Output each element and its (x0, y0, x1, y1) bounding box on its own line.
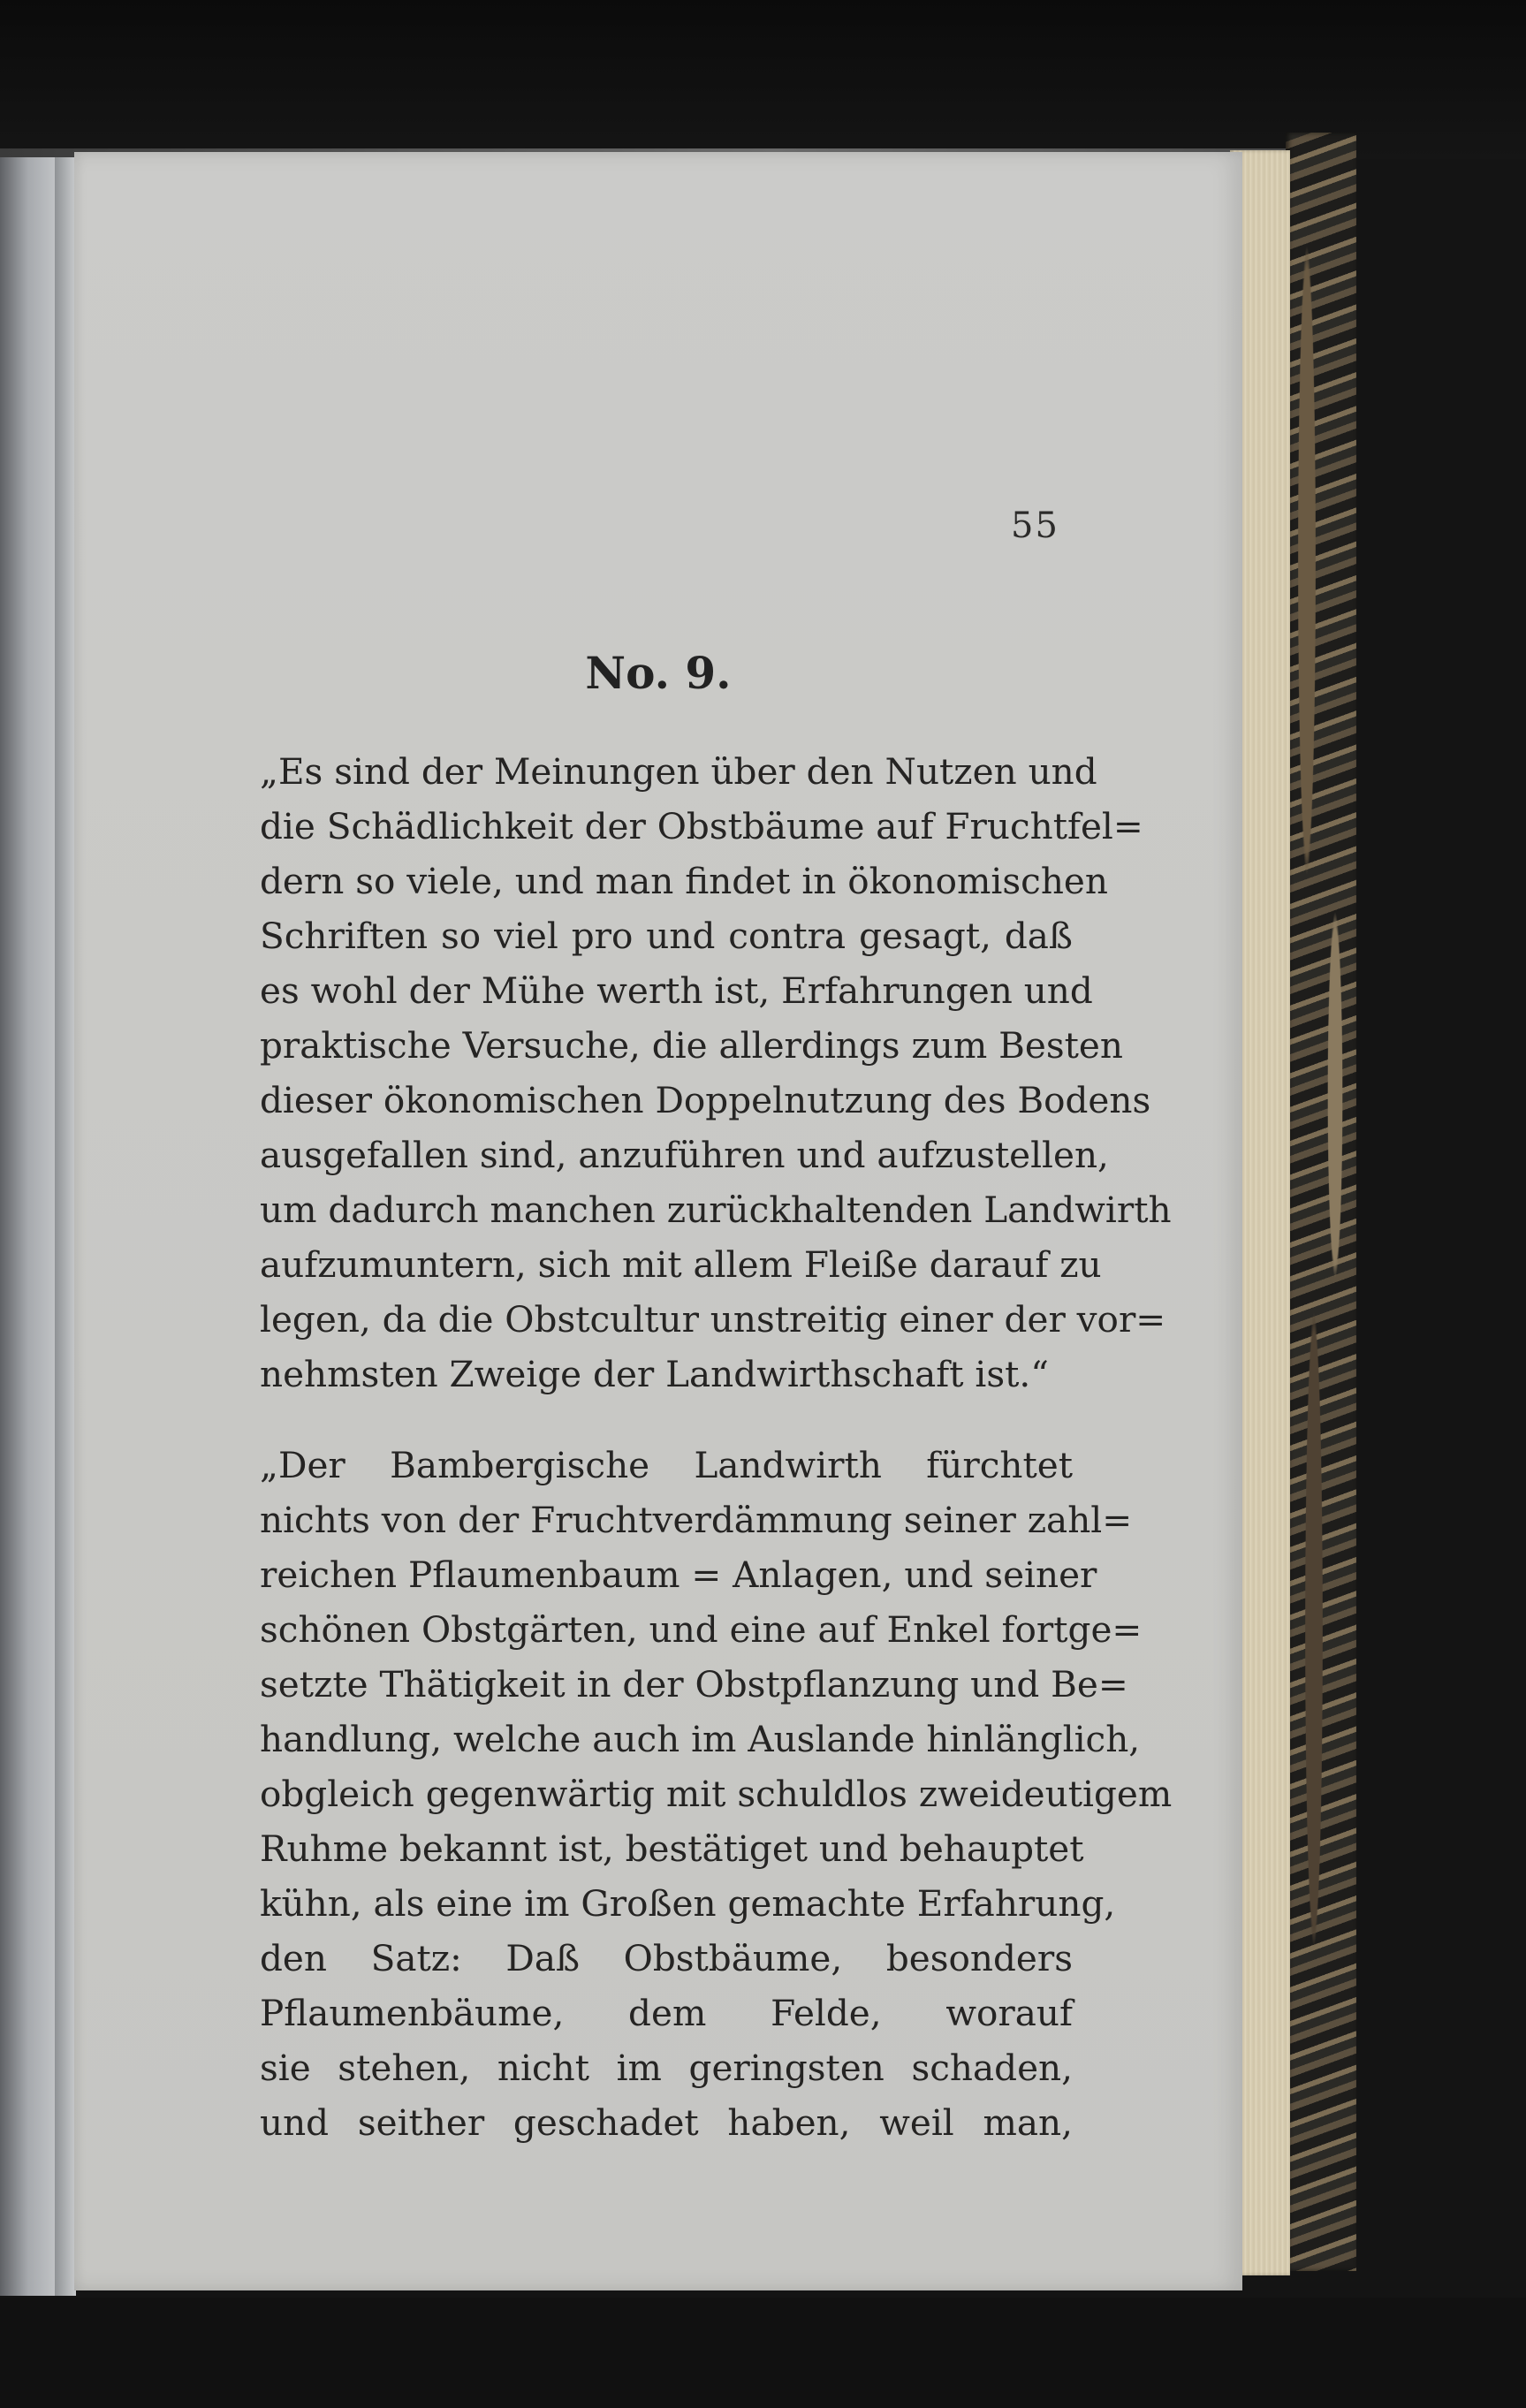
bottom-background (0, 2298, 1526, 2408)
text-line: praktische Versuche, die allerdings zum Besten (260, 1024, 1123, 1067)
text-line: reichen Pflaumenbaum = Anlagen, und seiner (260, 1553, 1097, 1596)
text-line: „Es sind der Meinungen über den Nutzen und (260, 750, 1097, 793)
text-line: sie stehen, nicht im geringsten schaden, (260, 2047, 1073, 2089)
text-line: Ruhme bekannt ist, bestätiget und behauptet (260, 1827, 1084, 1870)
book-gutter (55, 157, 76, 2296)
text-line: nehmsten Zweige der Landwirthschaft ist.“ (260, 1353, 1049, 1395)
left-page-edge (0, 157, 62, 2296)
paragraph-2 (260, 1438, 1173, 2150)
section-heading: No. 9. (585, 647, 732, 699)
text-line: dern so viele, und man findet in ökonomischen (260, 860, 1108, 902)
text-line: Schriften so viel pro und contra gesagt, daß (260, 915, 1073, 957)
text-line: den Satz: Daß Obstbäume, besonders (260, 1937, 1073, 1979)
paragraph-1 (260, 744, 1172, 1402)
text-line: setzte Thätigkeit in der Obstpflanzung und Be= (260, 1663, 1128, 1705)
page-number: 55 (1011, 505, 1059, 546)
text-line: handlung, welche auch im Auslande hinlänglich, (260, 1718, 1141, 1760)
text-line: aufzumuntern, sich mit allem Fleiße darauf zu (260, 1243, 1102, 1286)
book-page (74, 152, 1242, 2290)
text-line: nichts von der Fruchtverdämmung seiner zahl= (260, 1499, 1133, 1541)
text-line: Pflaumenbäume, dem Felde, worauf (260, 1992, 1073, 2034)
text-line: legen, da die Obstcultur unstreitig einer der vor= (260, 1298, 1166, 1341)
text-line: es wohl der Mühe werth ist, Erfahrungen und (260, 969, 1093, 1012)
text-line: „Der Bambergische Landwirth fürchtet (260, 1444, 1073, 1486)
marbled-cover-board (1286, 133, 1356, 2271)
text-line: die Schädlichkeit der Obstbäume auf Fruchtfel= (260, 805, 1143, 847)
text-line: dieser ökonomischen Doppelnutzung des Bodens (260, 1079, 1151, 1121)
text-line: ausgefallen sind, anzuführen und aufzustellen, (260, 1134, 1109, 1176)
text-line: kühn, als eine im Großen gemachte Erfahrung, (260, 1882, 1116, 1925)
text-line: obgleich gegenwärtig mit schuldlos zweideutigem (260, 1773, 1173, 1815)
text-line: schönen Obstgärten, und eine auf Enkel fortge= (260, 1608, 1143, 1651)
text-line: und seither geschadet haben, weil man, (260, 2101, 1073, 2144)
text-line: um dadurch manchen zurückhaltenden Landwirth (260, 1189, 1172, 1231)
